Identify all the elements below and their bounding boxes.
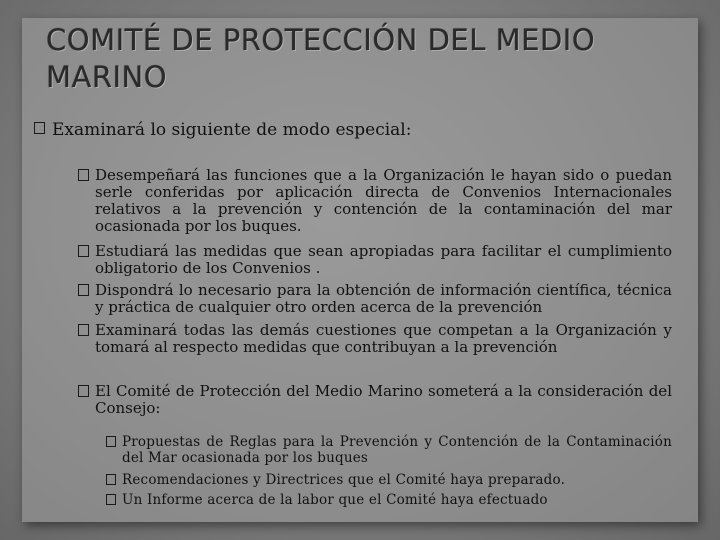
sub-list-item-text: Un Informe acerca de la labor que el Comité haya efectuado bbox=[122, 492, 548, 508]
list-item bbox=[78, 322, 672, 356]
sub-list-item bbox=[106, 492, 672, 508]
bullet-icon bbox=[106, 494, 116, 505]
sub-list-item-text: Recomendaciones y Directrices que el Comité haya preparado. bbox=[122, 472, 566, 488]
bullet-icon bbox=[78, 245, 89, 257]
bullet-icon bbox=[34, 122, 45, 134]
bullet-icon bbox=[78, 169, 89, 181]
list-item bbox=[78, 282, 672, 316]
intro-bullet bbox=[34, 120, 684, 140]
list-item bbox=[78, 243, 672, 277]
bullet-icon bbox=[78, 385, 89, 397]
list-item-text: Dispondrá lo necesario para la obtención de información científica, técnica y práctica de cualquier otro orden acerca de la prevención bbox=[95, 281, 672, 316]
list-item bbox=[78, 167, 672, 235]
list-item-text: Estudiará las medidas que sean apropiadas para facilitar el cumplimiento obligatorio de los Convenios . bbox=[95, 242, 672, 277]
sub-list-item bbox=[106, 434, 672, 466]
list-item-text: El Comité de Protección del Medio Marino someterá a la consideración del Consejo: bbox=[95, 382, 672, 417]
list-item-text: Desempeñará las funciones que a la Organización le hayan sido o puedan serle conferidas por aplicación directa de Convenios Internacionales relativos a la prevención y contención de la contaminación del mar ocasionada por los buques. bbox=[95, 166, 672, 235]
list-item-text: Examinará todas las demás cuestiones que competan a la Organización y tomará al respecto medidas que contribuyan a la prevención bbox=[95, 321, 672, 356]
intro-text: Examinará lo siguiente de modo especial: bbox=[52, 120, 412, 140]
list-item bbox=[78, 383, 672, 417]
bullet-icon bbox=[106, 474, 116, 485]
bullet-icon bbox=[78, 324, 89, 336]
bullet-icon bbox=[106, 436, 116, 447]
bullet-icon bbox=[78, 284, 89, 296]
sub-list-item bbox=[106, 472, 672, 488]
sub-list-item-text: Propuestas de Reglas para la Prevención y Contención de la Contaminación del Mar ocasionada por los buques bbox=[122, 434, 672, 466]
slide-title: COMITÉ DE PROTECCIÓN DEL MEDIO MARINO bbox=[46, 23, 596, 94]
